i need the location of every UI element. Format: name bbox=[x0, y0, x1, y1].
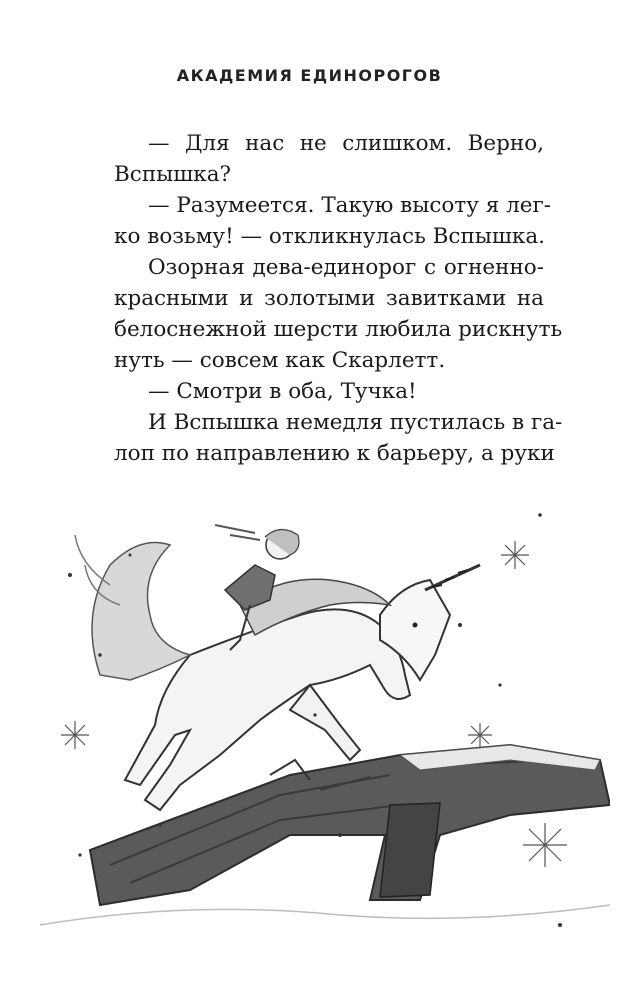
snow-ground bbox=[40, 905, 610, 1000]
text-line: И Вспышка немедля пустилась в га- bbox=[148, 410, 563, 435]
body-text bbox=[114, 128, 563, 469]
unicorn-illustration bbox=[40, 505, 610, 1000]
text-line: лоп по направлению к барьеру, а руки bbox=[114, 441, 555, 466]
text-line: Озорная дева-единорог с огненно- bbox=[148, 255, 544, 280]
text-line: — Смотри в оба, Тучка! bbox=[148, 379, 417, 404]
text-line: — Для нас не слишком. Верно, bbox=[148, 131, 544, 156]
text-line: — Разумеется. Такую высоту я лег- bbox=[148, 193, 552, 218]
text-line: нуть — совсем как Скарлетт. bbox=[114, 348, 446, 373]
text-line: Вспышка? bbox=[114, 162, 232, 187]
running-head: АКАДЕМИЯ ЕДИНОРОГОВ bbox=[176, 66, 443, 85]
text-line: белоснежной шерсти любила рискнуть bbox=[114, 317, 563, 342]
text-line: красными и золотыми завитками на bbox=[114, 286, 544, 311]
text-line: ко возьму! — откликнулась Вспышка. bbox=[114, 224, 545, 249]
